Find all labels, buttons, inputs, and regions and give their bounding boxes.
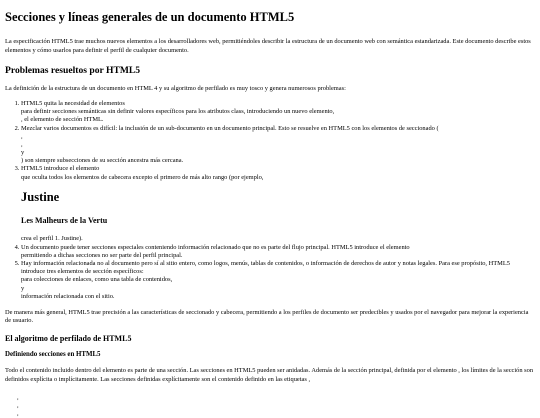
list-item-line: permitiendo a dichas secciones no ser parte del perfil principal.	[21, 251, 183, 259]
example-heading-h1: Justine	[21, 189, 60, 204]
problems-closing: De manera más general, HTML5 trae precisión a las características de seccionado y cabecera, permitiendo a los perfiles de documento ser predecibles y usados por el navegador para mejorar la experiencia de usuario.	[5, 308, 529, 325]
list-item-line: , el elemento de sección HTML.	[21, 116, 104, 124]
example-heading-h2: Les Malheurs de la Vertu	[21, 216, 108, 226]
list-item-line: 3. HTML5 introduce el elemento	[21, 165, 100, 173]
list-item-line: ) son siempre subsecciones de su sección ancestra más cercana.	[21, 157, 184, 165]
section-heading-problems: Problemas resueltos por HTML5	[5, 64, 141, 76]
defining-paragraph: Todo el contenido incluido dentro del elemento es parte de una sección. Las secciones en HTML5 pueden ser anidadas. Además de la sección principal, definida por el elemento , los límites de la sección son definidos explícita o implícitamente. Las secciones definidas explícitamente son el contenido definido en las etiquetas ,	[5, 367, 534, 383]
list-item-line: ,	[21, 132, 23, 140]
list-item-line: y	[21, 284, 25, 292]
list-item	[21, 125, 534, 166]
list-item-line: información relacionada con el sitio.	[21, 292, 115, 300]
list-item-line: 5. Hay información relacionada no al documento pero sí al sitio entero, como logos, menús, tablas de contenidos, o información de derechos de autor y notas legales. Para ese propósito, HTML5 introduce tres elementos de sección específicos:	[21, 259, 510, 276]
list-item	[21, 244, 534, 260]
list-item-line: ,	[21, 140, 23, 148]
list-item: ,	[17, 393, 19, 401]
list-item	[21, 165, 534, 243]
section-elements-list	[5, 394, 534, 418]
list-item: ,	[17, 401, 19, 409]
list-item-line: para colecciones de enlaces, como una tabla de contenidos,	[21, 276, 173, 284]
list-item-line: crea el perfil 1. Justine).	[21, 235, 83, 243]
section-heading-algorithm: El algoritmo de perfilado de HTML5	[5, 334, 132, 344]
list-item-line: 2. Mezclar varios documentos es difícil: la inclusión de un sub-documento en un documento principal. Esto se resuelve en HTML5 con los elementos de seccionado (	[21, 124, 439, 132]
problems-lead: La definición de la estructura de un documento en HTML 4 y su algoritmo de perfilado es muy tosco y genera numerosos problemas:	[5, 84, 346, 92]
list-item	[21, 100, 534, 125]
list-item-line: que oculta todos los elementos de cabecera excepto el primero de más alto rango (por ejemplo,	[21, 173, 264, 181]
subsection-heading-defining: Definiendo secciones en HTML5	[5, 351, 101, 359]
list-item: ,	[17, 410, 19, 418]
page-title: Secciones y líneas generales de un documento HTML5	[5, 10, 295, 24]
list-item-line: para definir secciones semánticas sin definir valores específicos para los atributos class, introduciendo un nuevo elemento,	[21, 108, 335, 116]
list-item-line: y	[21, 149, 25, 157]
intro-paragraph: La especificación HTML5 trae muchos nuevos elementos a los desarrolladores web, permitiéndoles describir la estructura de un documento web con semántica estandarizada. Este documento describe estos elementos y cómo usarlos para definir el perfil de cualquier documento.	[5, 38, 531, 54]
list-item	[21, 260, 534, 301]
list-item-line: 1. HTML5 quita la necesidad de elementos	[21, 99, 125, 107]
problems-list	[5, 100, 534, 301]
list-item-line: 4. Un documento puede tener secciones especiales conteniendo información relacionado que no es parte del flujo principal. HTML5 introduce el elemento	[21, 243, 410, 251]
